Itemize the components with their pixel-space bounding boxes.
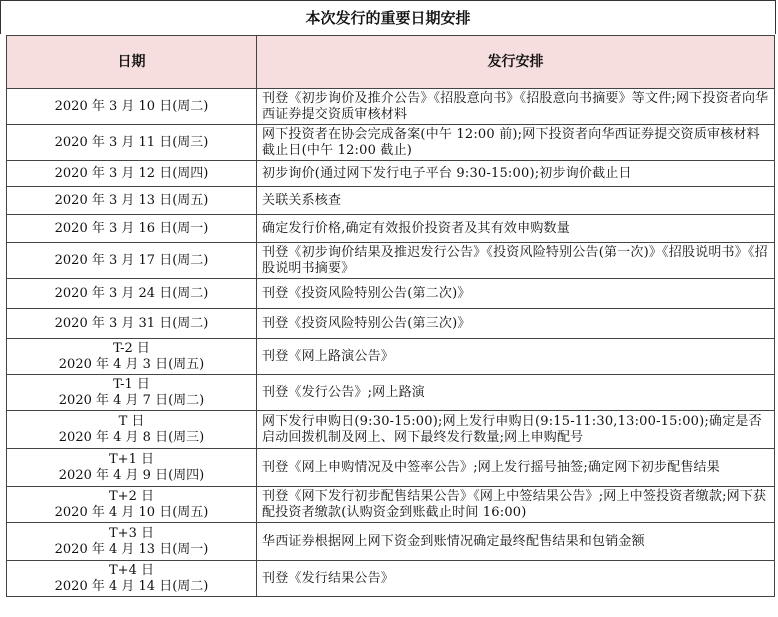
date-cell [7, 411, 257, 449]
trading-day-label: T-2 日 [113, 340, 150, 356]
plan-cell: 刊登《初步询价及推介公告》《招股意向书》《招股意向书摘要》等文件;网下投资者向华西证券提交资质审核材料 [257, 89, 775, 125]
trading-day-label: T-1 日 [113, 376, 150, 392]
table-row [7, 411, 775, 449]
date-text: 2020 年 4 月 13 日(周一) [54, 541, 209, 557]
date-cell [7, 449, 257, 487]
table-row [7, 523, 775, 561]
plan-cell: 确定发行价格,确定有效报价投资者及其有效申购数量 [257, 215, 775, 243]
trading-day-label: T+3 日 [109, 525, 154, 541]
date-text: 2020 年 3 月 11 日(周三) [54, 134, 209, 150]
plan-cell: 刊登《网上路演公告》 [257, 339, 775, 375]
date-text: 2020 年 3 月 16 日(周一) [54, 220, 209, 236]
plan-cell: 关联关系核查 [257, 187, 775, 215]
date-cell [7, 487, 257, 523]
header-row [7, 36, 775, 89]
table-row [7, 487, 775, 523]
trading-day-label: T 日 [118, 413, 145, 429]
date-cell [7, 187, 257, 215]
table-row [7, 89, 775, 125]
table-row [7, 339, 775, 375]
date-cell [7, 339, 257, 375]
date-cell [7, 89, 257, 125]
plan-cell: 网下投资者在协会完成备案(中午 12:00 前);网下投资者向华西证券提交资质审核材料截止日(中午 12:00 截止) [257, 125, 775, 161]
table-row [7, 243, 775, 279]
table-row [7, 125, 775, 161]
table-row [7, 309, 775, 339]
date-text: 2020 年 4 月 10 日(周五) [54, 504, 209, 520]
trading-day-label: T+4 日 [109, 562, 154, 578]
date-cell [7, 125, 257, 161]
table-row [7, 375, 775, 411]
date-text: 2020 年 4 月 3 日(周五) [58, 356, 205, 372]
header-plan: 发行安排 [257, 36, 775, 89]
date-text: 2020 年 3 月 10 日(周二) [54, 98, 209, 114]
date-text: 2020 年 3 月 17 日(周二) [54, 252, 209, 268]
plan-cell: 刊登《网下发行初步配售结果公告》《网上中签结果公告》;网上中签投资者缴款;网下获配投资者缴款(认购资金到账截止时间 16:00) [257, 487, 775, 523]
plan-cell: 刊登《初步询价结果及推迟发行公告》《投资风险特别公告(第一次)》《招股说明书》《招股说明书摘要》 [257, 243, 775, 279]
plan-cell: 刊登《网上申购情况及中签率公告》;网上发行摇号抽签;确定网下初步配售结果 [257, 449, 775, 487]
date-text: 2020 年 3 月 31 日(周二) [54, 315, 209, 331]
date-cell [7, 161, 257, 187]
plan-cell: 华西证券根据网上网下资金到账情况确定最终配售结果和包销金额 [257, 523, 775, 561]
date-cell [7, 243, 257, 279]
table-row [7, 187, 775, 215]
plan-cell: 刊登《发行结果公告》 [257, 561, 775, 597]
date-text: 2020 年 4 月 14 日(周二) [54, 578, 209, 594]
plan-cell: 初步询价(通过网下发行电子平台 9:30-15:00);初步询价截止日 [257, 161, 775, 187]
plan-cell: 刊登《投资风险特别公告(第二次)》 [257, 279, 775, 309]
date-cell [7, 561, 257, 597]
plan-cell: 网下发行申购日(9:30-15:00);网上发行申购日(9:15-11:30,13:00-15:00);确定是否启动回拨机制及网上、网下最终发行数量;网上申购配号 [257, 411, 775, 449]
date-cell [7, 523, 257, 561]
date-text: 2020 年 3 月 12 日(周四) [54, 165, 209, 181]
plan-cell: 刊登《投资风险特别公告(第三次)》 [257, 309, 775, 339]
table-title: 本次发行的重要日期安排 [0, 0, 776, 34]
table-row [7, 215, 775, 243]
date-cell [7, 309, 257, 339]
schedule-table [6, 35, 775, 597]
date-cell [7, 375, 257, 411]
date-text: 2020 年 4 月 7 日(周二) [58, 392, 205, 408]
table-row [7, 561, 775, 597]
table-row [7, 161, 775, 187]
plan-cell: 刊登《发行公告》;网上路演 [257, 375, 775, 411]
table-row [7, 279, 775, 309]
date-text: 2020 年 4 月 9 日(周四) [58, 467, 205, 483]
date-cell [7, 279, 257, 309]
trading-day-label: T+1 日 [109, 451, 154, 467]
date-text: 2020 年 4 月 8 日(周三) [58, 429, 205, 445]
date-text: 2020 年 3 月 13 日(周五) [54, 192, 209, 208]
header-date: 日期 [7, 36, 257, 89]
trading-day-label: T+2 日 [109, 488, 154, 504]
schedule-body [7, 89, 775, 597]
date-text: 2020 年 3 月 24 日(周二) [54, 285, 209, 301]
table-row [7, 449, 775, 487]
date-cell [7, 215, 257, 243]
